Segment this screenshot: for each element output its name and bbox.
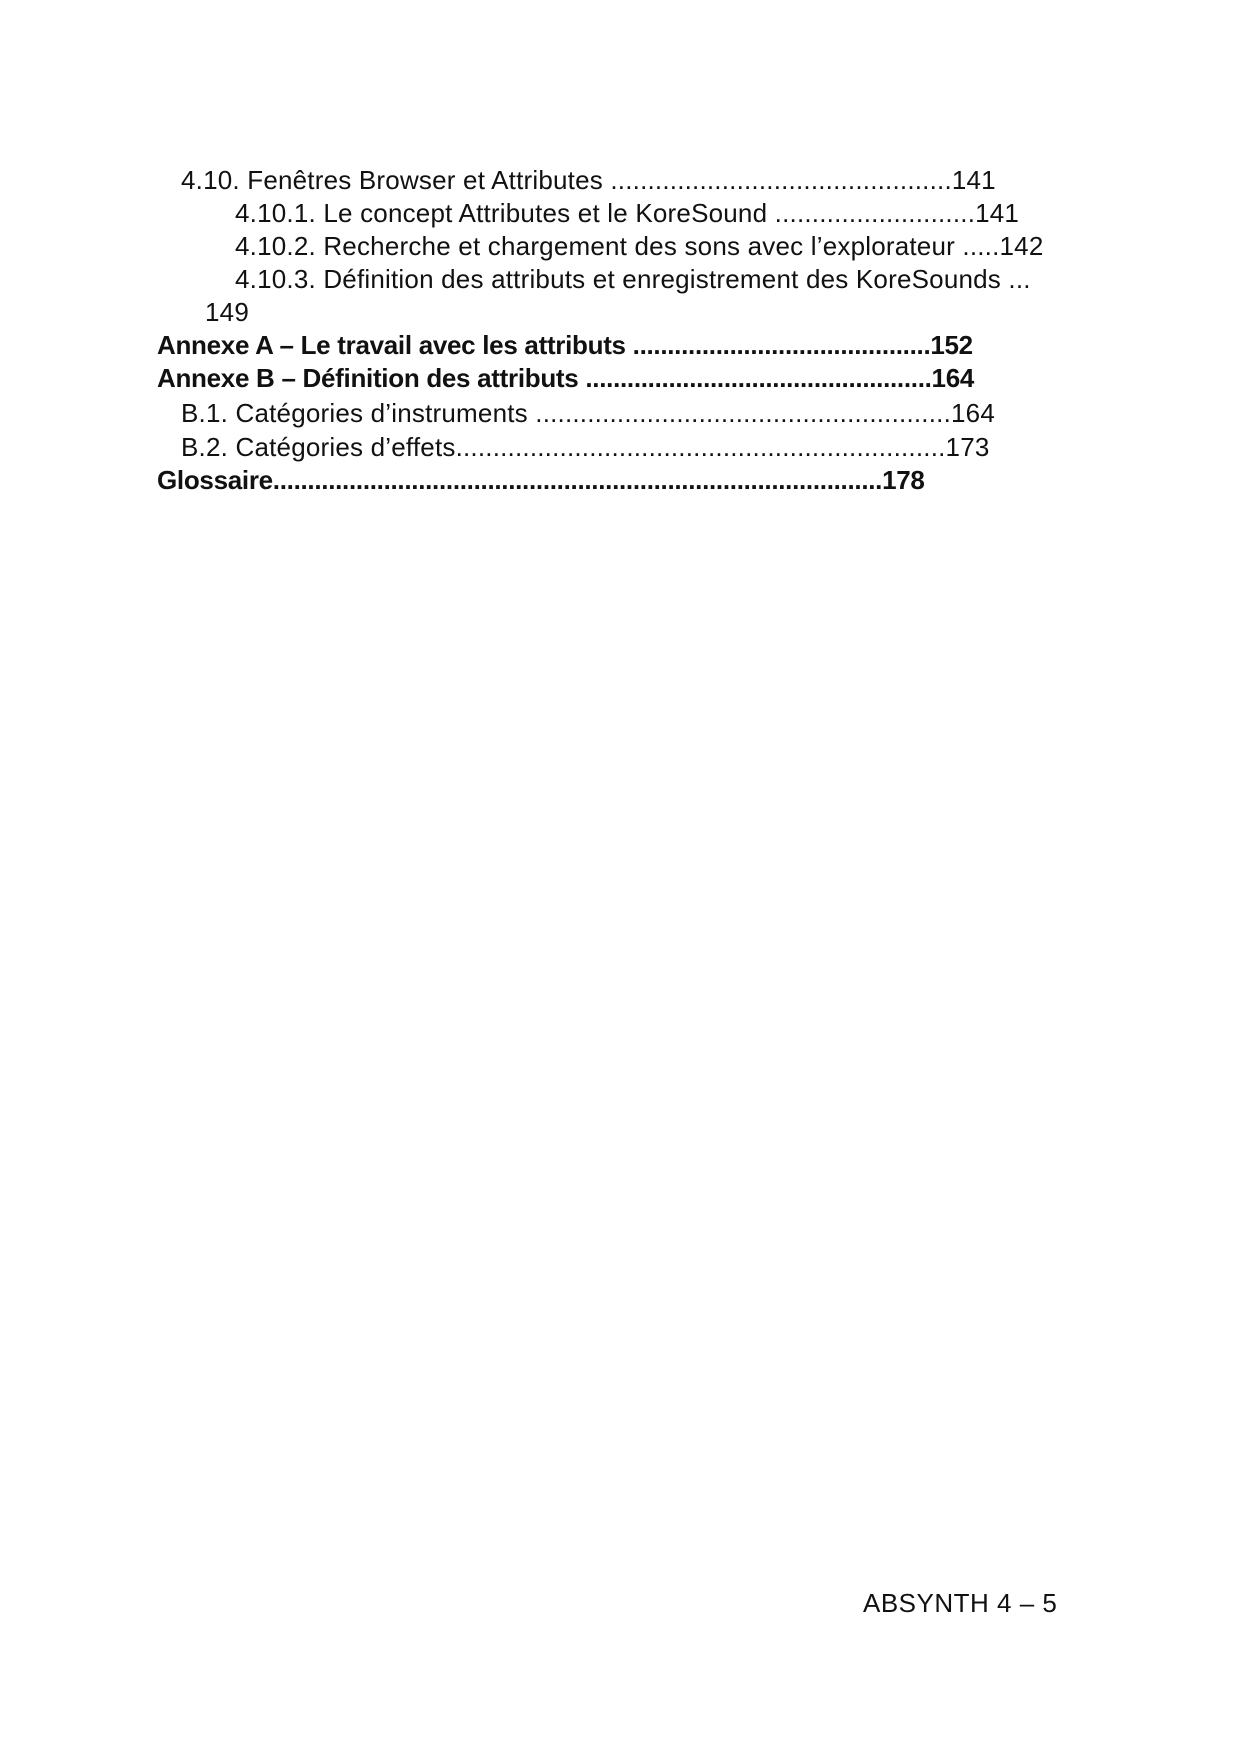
- table-of-contents: [0, 0, 1241, 520]
- toc-entry-annexe-a[interactable]: Annexe A – Le travail avec les attributs ...........................................152: [157, 330, 973, 360]
- toc-entry-b-2[interactable]: B.2. Catégories d’effets..................................................................173: [181, 432, 990, 462]
- toc-entry-4-10[interactable]: 4.10. Fenêtres Browser et Attributes ..............................................141: [181, 165, 996, 195]
- page-footer: ABSYNTH 4 – 5: [863, 1588, 1058, 1618]
- toc-entry-b-1[interactable]: B.1. Catégories d’instruments ........................................................164: [181, 398, 995, 428]
- toc-entry-4-10-2[interactable]: 4.10.2. Recherche et chargement des sons avec l’explorateur .....142: [235, 231, 1044, 261]
- toc-entry-glossaire[interactable]: Glossaire........................................................................................178: [157, 465, 925, 495]
- toc-entry-4-10-3-page[interactable]: 149: [205, 297, 249, 327]
- toc-entry-4-10-1[interactable]: 4.10.1. Le concept Attributes et le KoreSound ...........................141: [235, 198, 1020, 228]
- toc-entry-4-10-3[interactable]: 4.10.3. Définition des attributs et enregistrement des KoreSounds ...: [235, 264, 1031, 294]
- toc-entry-annexe-b[interactable]: Annexe B – Définition des attributs ..................................................164: [157, 363, 975, 393]
